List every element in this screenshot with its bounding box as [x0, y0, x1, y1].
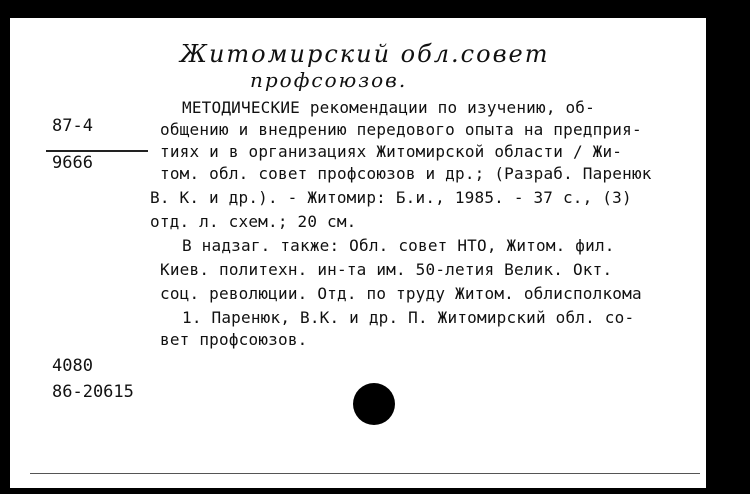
shelf-code: 87-4 — [52, 116, 93, 136]
registration-number: 86-20615 — [52, 382, 134, 402]
bottom-rule — [30, 473, 700, 474]
text-line-11: вет профсоюзов. — [160, 330, 308, 349]
text-line-10: 1. Паренюк, В.К. и др. П. Житомирский обл. со- — [182, 308, 635, 327]
text-line-7: В надзаг. также: Обл. совет НТО, Житом. фил. — [182, 236, 615, 255]
punch-hole — [353, 383, 395, 425]
call-number: 4080 — [52, 356, 93, 376]
handwritten-heading-line1: Житомирский обл.совет — [180, 40, 550, 68]
scan-edge — [706, 20, 750, 480]
text-line-3: тиях и в организациях Житомирской области / Жи- — [160, 142, 623, 161]
text-line-6: отд. л. схем.; 20 см. — [150, 212, 357, 231]
text-line-5: В. К. и др.). - Житомир: Б.и., 1985. - 37 с., (3) — [150, 188, 632, 207]
text-line-2: общению и внедрению передового опыта на предприя- — [160, 120, 642, 139]
text-line-4: том. обл. совет профсоюзов и др.; (Разраб. Паренюк — [160, 164, 652, 183]
text-line-8: Киев. политехн. ин-та им. 50-летия Велик. Окт. — [160, 260, 613, 279]
catalog-card — [10, 18, 706, 488]
inventory-number: 9666 — [52, 153, 93, 173]
text-line-1: МЕТОДИЧЕСКИЕ рекомендации по изучению, об- — [182, 98, 595, 117]
text-line-9: соц. революции. Отд. по труду Житом. облисполкома — [160, 284, 642, 303]
handwritten-heading-line2: профсоюзов. — [250, 68, 408, 92]
divider-rule — [46, 150, 148, 152]
